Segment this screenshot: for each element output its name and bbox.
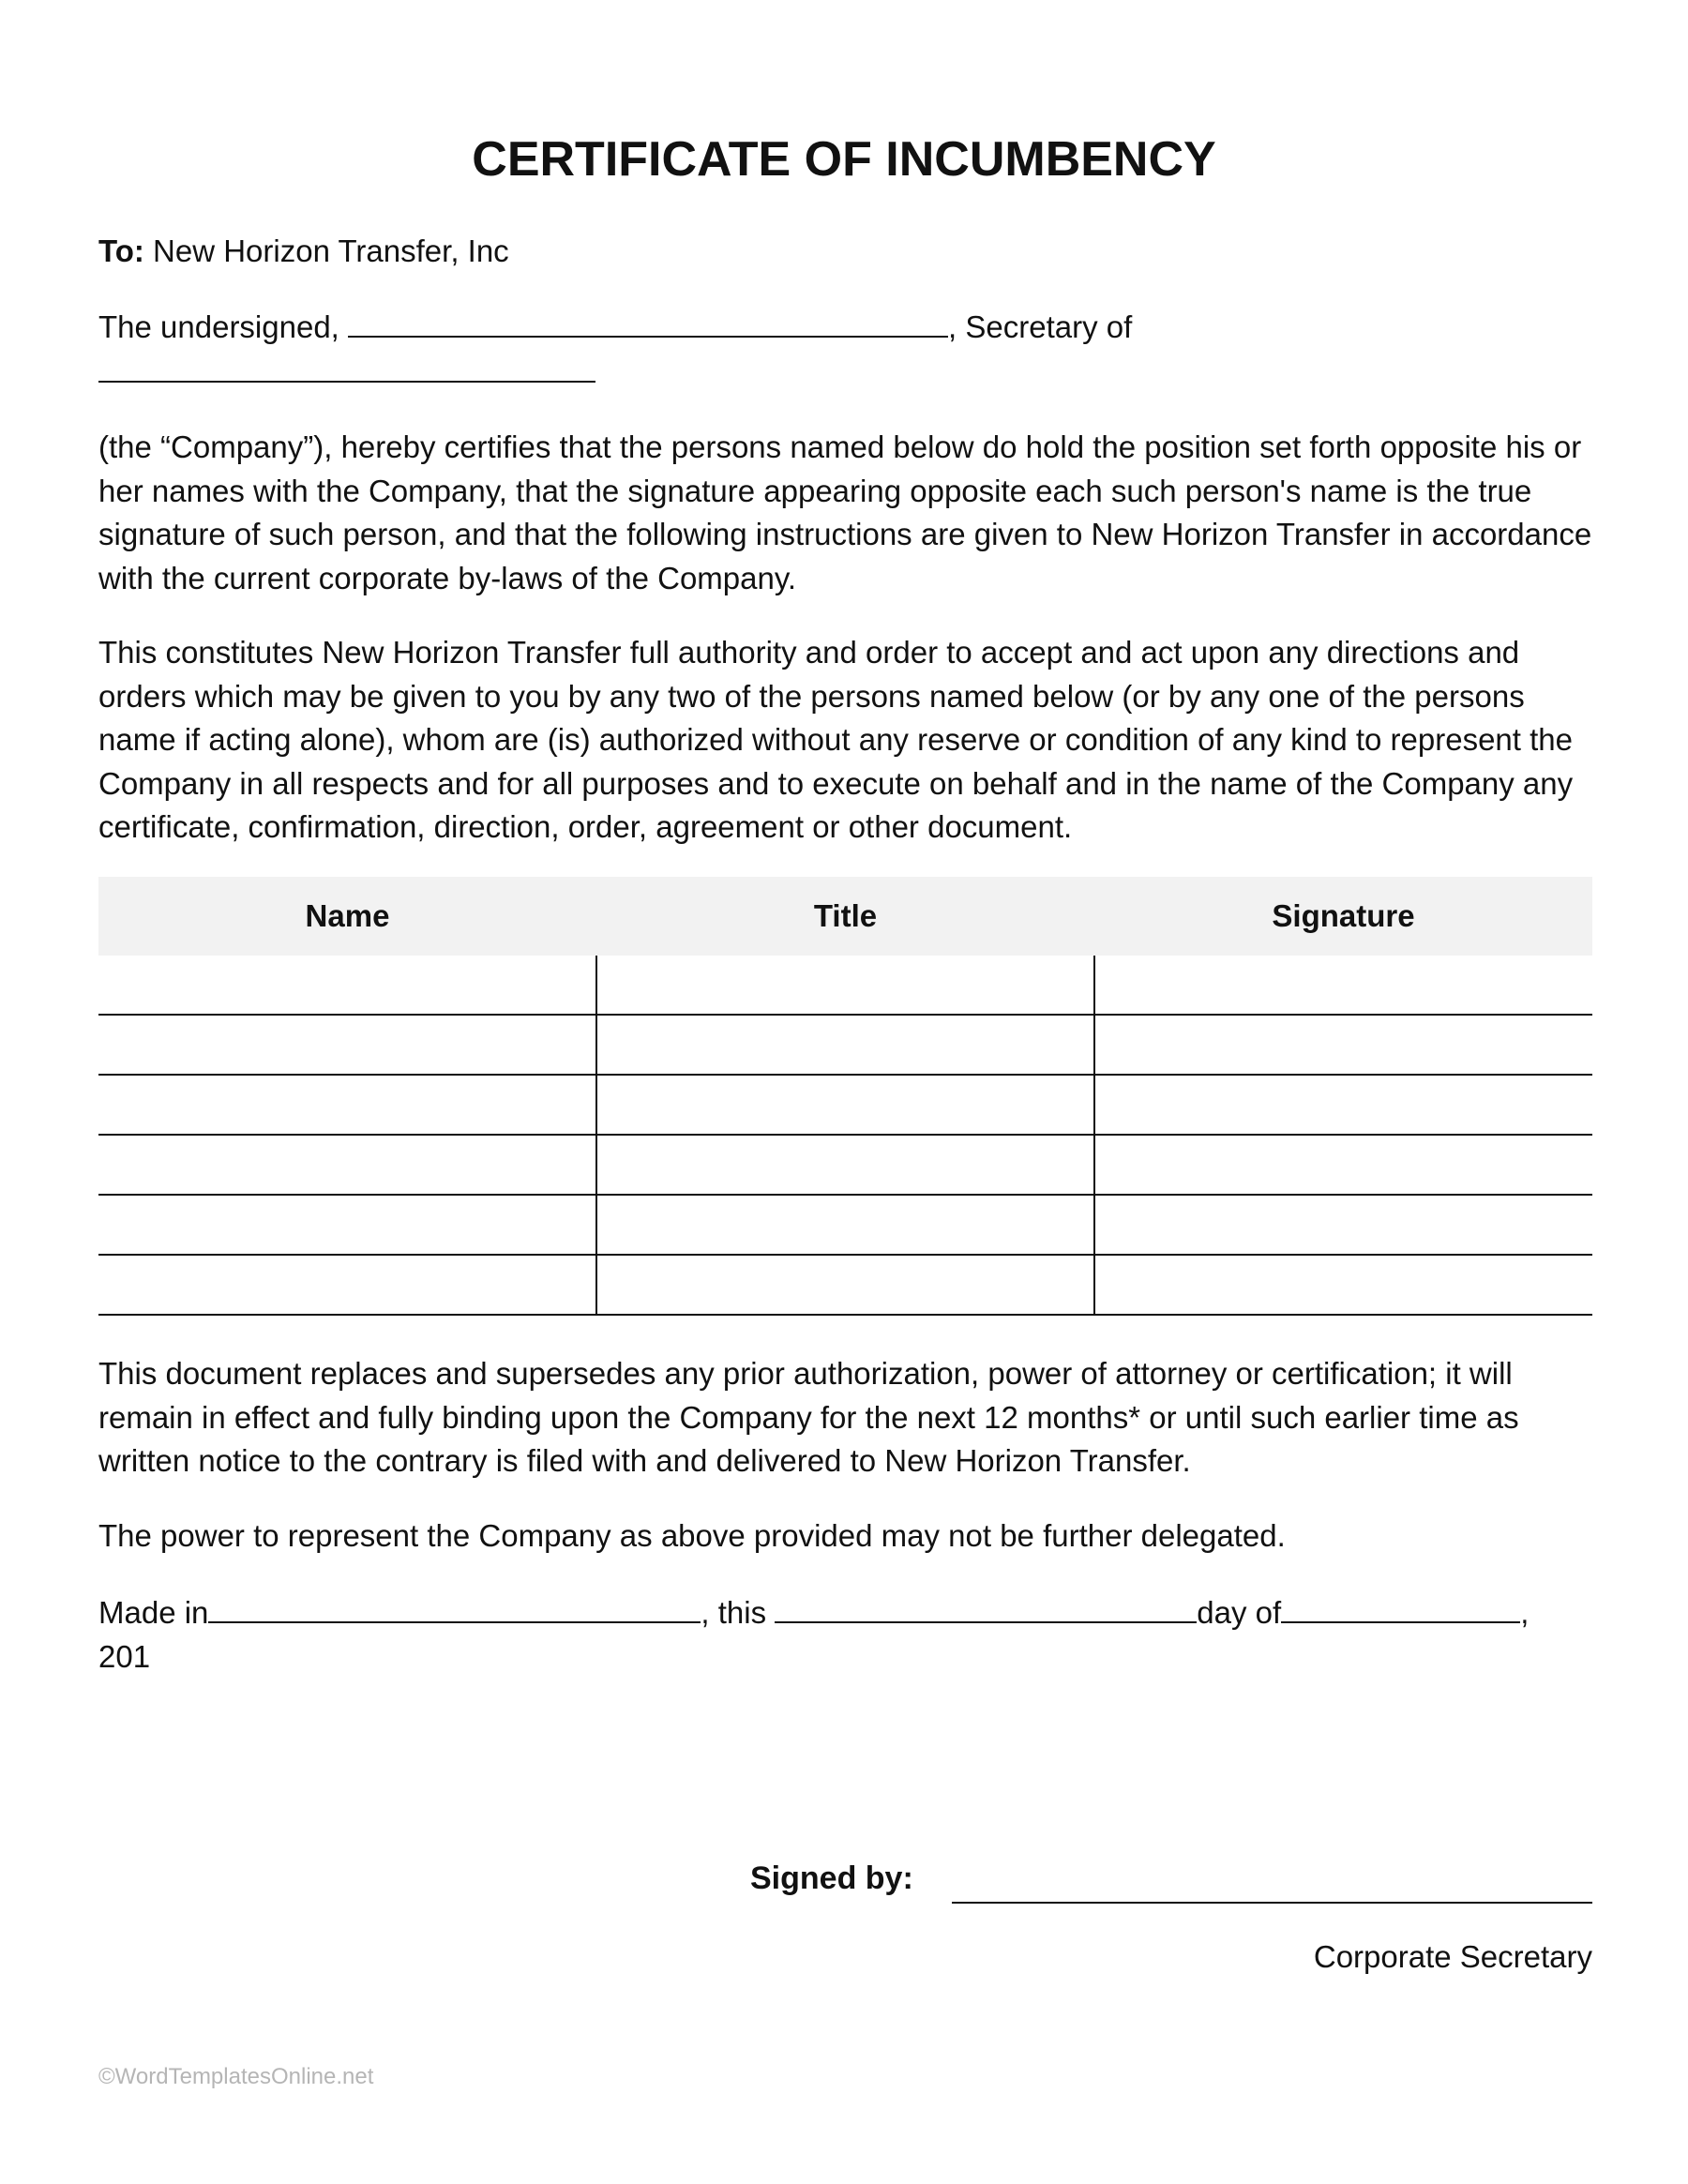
supersede-paragraph <box>98 1352 1599 1484</box>
paragraph-4: The power to represent the Company as above provided may not be further delegated. <box>98 1518 1286 1553</box>
table-row <box>98 1256 1592 1316</box>
incumbency-table <box>98 956 1592 1316</box>
table-row <box>98 956 1592 1016</box>
signature-cell[interactable] <box>1093 1196 1592 1254</box>
signature-cell[interactable] <box>1093 956 1592 1014</box>
place-blank[interactable] <box>208 1593 701 1623</box>
title-cell[interactable] <box>595 956 1094 1014</box>
company-name-blank[interactable] <box>98 353 595 383</box>
made-in-line <box>98 1591 1529 1634</box>
undersigned-prefix: The undersigned, <box>98 309 339 344</box>
made-in-label: Made in <box>98 1595 209 1630</box>
column-header-signature: Signature <box>1272 898 1415 933</box>
to-line <box>98 230 509 273</box>
paragraph-1: (the “Company”), hereby certifies that the persons named below do hold the position set forth opposite his or her names with the Company, that the signature appearing opposite each such person's name is the true signature of such person, and that the following instructions are given to New Horizon Transfer in accordance with the current corporate by-laws of the Company. <box>98 429 1592 595</box>
name-cell[interactable] <box>98 956 595 1014</box>
title-cell[interactable] <box>595 1076 1094 1134</box>
company-name-line <box>98 351 595 394</box>
page-title: CERTIFICATE OF INCUMBENCY <box>472 132 1216 187</box>
paragraph-3: This document replaces and supersedes any prior authorization, power of attorney or certification; it will remain in effect and fully binding upon the Company for the next 12 months* or until such earlier time as written notice to the contrary is filed with and delivered to New Horizon Transfer. <box>98 1356 1519 1478</box>
table-row <box>98 1196 1592 1256</box>
undersigned-name-blank[interactable] <box>348 308 948 338</box>
title-cell[interactable] <box>595 1136 1094 1194</box>
to-value: New Horizon Transfer, Inc <box>153 233 509 268</box>
name-cell[interactable] <box>98 1016 595 1074</box>
authority-paragraph <box>98 631 1599 850</box>
column-header-name: Name <box>305 898 390 933</box>
column-header-title: Title <box>813 898 878 933</box>
signature-cell[interactable] <box>1093 1136 1592 1194</box>
to-label: To: <box>98 233 144 268</box>
signature-cell[interactable] <box>1093 1076 1592 1134</box>
undersigned-line <box>98 306 1132 349</box>
name-cell[interactable] <box>98 1076 595 1134</box>
table-row <box>98 1136 1592 1196</box>
table-header <box>98 877 1592 956</box>
watermark: ©WordTemplatesOnline.net <box>98 2064 374 2089</box>
name-cell[interactable] <box>98 1196 595 1254</box>
this-label: , this <box>701 1595 767 1630</box>
month-blank[interactable] <box>1281 1593 1520 1623</box>
day-of-label: day of <box>1197 1595 1282 1630</box>
paragraph-2: This constitutes New Horizon Transfer full authority and order to accept and act upon any directions and orders which may be given to you by any two of the persons named below (or by any one of the persons name if acting alone), whom are (is) authorized without any reserve or condition of any kind to represent the Company in all respects and for all purposes and to execute on behalf and in the name of the Company any certificate, confirmation, direction, order, agreement or other document. <box>98 635 1574 844</box>
delegation-paragraph <box>98 1514 1599 1559</box>
corporate-secretary-label: Corporate Secretary <box>1313 1939 1592 1974</box>
certification-paragraph <box>98 426 1599 600</box>
year-prefix: 201 <box>98 1639 151 1674</box>
undersigned-suffix: , Secretary of <box>948 309 1133 344</box>
year-line <box>98 1635 150 1679</box>
table-row <box>98 1076 1592 1136</box>
signed-by-label: Signed by: <box>750 1860 913 1896</box>
signature-cell[interactable] <box>1093 1256 1592 1314</box>
table-row <box>98 1016 1592 1076</box>
made-in-comma: , <box>1520 1595 1530 1630</box>
day-blank[interactable] <box>775 1593 1197 1623</box>
title-cell[interactable] <box>595 1256 1094 1314</box>
name-cell[interactable] <box>98 1136 595 1194</box>
signature-line[interactable] <box>952 1902 1592 1904</box>
signature-cell[interactable] <box>1093 1016 1592 1074</box>
name-cell[interactable] <box>98 1256 595 1314</box>
title-cell[interactable] <box>595 1016 1094 1074</box>
title-cell[interactable] <box>595 1196 1094 1254</box>
